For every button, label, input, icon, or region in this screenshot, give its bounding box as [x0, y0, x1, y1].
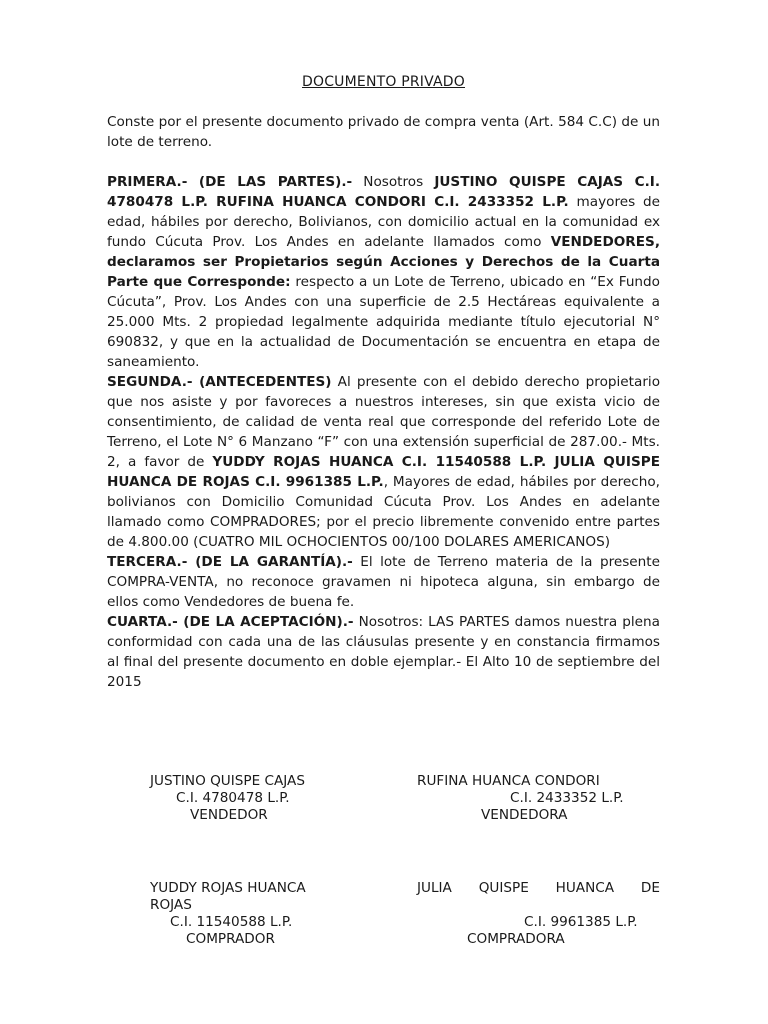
clause-primera-text-3: respecto a un Lote de Terreno, ubicado en “Ex Fundo Cúcuta”, Prov. Los Andes con una superficie de 2.5 Hectáreas equivalente a 25.000 Mts. 2 propiedad legalmente adquirida mediante título ejecutorial N° 690832, y que en la actualidad de Documentación se encuentra en etapa de saneamiento.	[107, 274, 660, 370]
clause-segunda-heading: SEGUNDA.- (ANTECEDENTES)	[107, 374, 332, 390]
clause-segunda-text-1: Al presente con el debido derecho propietario que nos asiste y por favoreces a nuestros intereses, sin que exista vicio de consentimiento, de calidad de venta real que corresponde del referido Lote de Terreno, el Lote N° 6 Manzano “F” con una extensión superficial de 287.00.- Mts. 2, a favor de	[107, 374, 661, 470]
signature-role: COMPRADORA	[467, 931, 565, 947]
clause-tercera-text-1: El lote de Terreno materia de la presente COMPRA-VENTA, no reconoce gravamen ni hipoteca alguna, sin embargo de ellos como Vendedores de buena fe.	[107, 554, 660, 610]
signature-ci: C.I. 2433352 L.P.	[510, 790, 624, 806]
clause-primera-text-1: Nosotros	[352, 174, 435, 190]
clause-primera-bold-1: JUSTINO QUISPE CAJAS C.I. 4780478 L.P. RUFINA HUANCA CONDORI C.I. 2433352 L.P.	[107, 174, 660, 210]
clause-primera-text-2: mayores de edad, hábiles por derecho, Bolivianos, con domicilio actual en la comunidad ex fundo Cúcuta Prov. Los Andes en adelante llamados como	[107, 194, 660, 250]
clause-cuarta-heading: CUARTA.- (DE LA ACEPTACIÓN).-	[107, 614, 354, 630]
signature-vendedor	[150, 773, 350, 824]
clause-cuarta-text-1: Nosotros: LAS PARTES damos nuestra plena conformidad con cada una de las cláusulas presente y en constancia firmamos al final del presente documento en doble ejemplar.- El Alto 10 de septiembre del 2015	[107, 614, 660, 690]
clause-tercera	[107, 552, 660, 612]
clause-primera-heading: PRIMERA.- (DE LAS PARTES).-	[107, 174, 353, 190]
signature-ci: C.I. 11540588 L.P.	[170, 914, 293, 930]
clause-segunda	[107, 372, 660, 552]
signature-name: YUDDY ROJAS HUANCA	[150, 880, 306, 896]
signature-compradora	[417, 880, 660, 948]
signature-name: JULIA QUISPE HUANCA DE	[417, 880, 660, 896]
clause-cuarta	[107, 612, 660, 692]
document-title: DOCUMENTO PRIVADO	[302, 74, 465, 90]
signature-name: RUFINA HUANCA CONDORI	[417, 773, 600, 789]
intro-paragraph: Conste por el presente documento privado de compra venta (Art. 584 C.C) de un lote de terreno.	[107, 114, 660, 150]
signature-ci: C.I. 4780478 L.P.	[176, 790, 290, 806]
signature-name: JUSTINO QUISPE CAJAS	[150, 773, 305, 789]
clause-segunda-text-2: , Mayores de edad, hábiles por derecho, bolivianos con Domicilio Comunidad Cúcuta Prov. Los Andes en adelante llamado como COMPRADORES; por el precio libremente convenido entre partes de 4.800.00 (CUATRO MIL OCHOCIENTOS 00/100 DOLARES AMERICANOS)	[107, 474, 660, 550]
signature-ci: C.I. 9961385 L.P.	[524, 914, 638, 930]
signature-role: VENDEDOR	[190, 807, 268, 823]
signature-vendedora	[417, 773, 657, 824]
clause-segunda-bold-1: YUDDY ROJAS HUANCA C.I. 11540588 L.P. JULIA QUISPE HUANCA DE ROJAS C.I. 9961385 L.P.	[107, 454, 660, 490]
clause-primera	[107, 172, 660, 372]
signature-name-continued: ROJAS	[150, 897, 192, 913]
document-body	[107, 74, 660, 692]
signature-role: VENDEDORA	[481, 807, 568, 823]
signature-comprador	[150, 880, 350, 948]
clause-primera-bold-2: VENDEDORES, declaramos ser Propietarios según Acciones y Derechos de la Cuarta Parte que Corresponde:	[107, 234, 660, 290]
clause-tercera-heading: TERCERA.- (DE LA GARANTÍA).-	[107, 554, 353, 570]
signature-role: COMPRADOR	[186, 931, 275, 947]
